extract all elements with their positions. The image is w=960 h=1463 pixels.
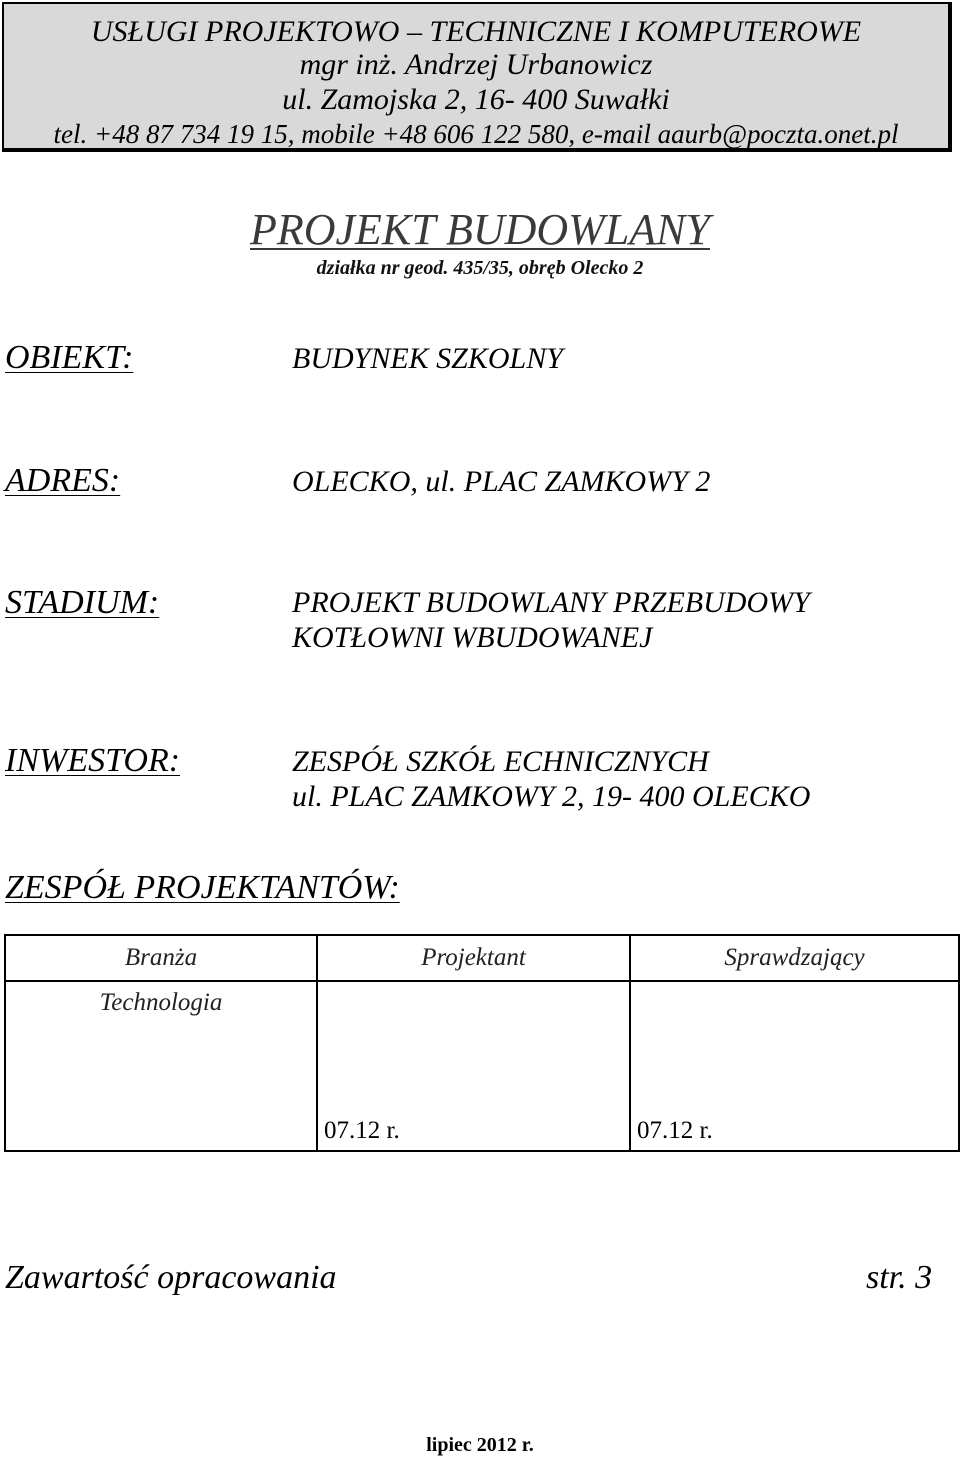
company-contact: tel. +48 87 734 19 15, mobile +48 606 122 580, e-mail aaurb@poczta.onet.pl <box>53 119 899 149</box>
table-header-row <box>5 935 959 981</box>
document-subtitle: działka nr geod. 435/35, obręb Olecko 2 <box>316 257 644 279</box>
checker-date: 07.12 r. <box>637 1117 713 1144</box>
investor-value-line-2: ul. PLAC ZAMKOWY 2, 19- 400 OLECKO <box>292 780 811 813</box>
branch-cell <box>5 981 317 1151</box>
contents-label: Zawartość opracowania <box>5 1259 337 1296</box>
column-header-designer: Projektant <box>317 935 630 981</box>
stage-value-line-1: PROJEKT BUDOWLANY PRZEBUDOWY <box>292 586 810 619</box>
object-value: BUDYNEK SZKOLNY <box>292 342 563 375</box>
designer-date: 07.12 r. <box>324 1117 400 1144</box>
team-heading: ZESPÓŁ PROJEKTANTÓW: <box>5 869 400 906</box>
investor-value-line-1: ZESPÓŁ SZKÓŁ ECHNICZNYCH <box>292 745 709 778</box>
column-header-branch: Branża <box>5 935 317 981</box>
document-title: PROJEKT BUDOWLANY <box>250 205 710 254</box>
branch-value: Technologia <box>99 989 223 1016</box>
footer-date: lipiec 2012 r. <box>426 1434 534 1456</box>
company-address: ul. Zamojska 2, 16- 400 Suwałki <box>282 83 670 116</box>
stage-label: STADIUM: <box>5 584 160 621</box>
engineer-name: mgr inż. Andrzej Urbanowicz <box>299 48 653 81</box>
header-box <box>2 2 952 152</box>
address-value: OLECKO, ul. PLAC ZAMKOWY 2 <box>292 465 711 498</box>
column-header-checker: Sprawdzający <box>630 935 959 981</box>
table-row <box>5 981 959 1151</box>
designer-cell <box>317 981 630 1151</box>
team-table <box>4 934 960 1152</box>
object-label: OBIEKT: <box>5 339 134 376</box>
page-number: str. 3 <box>866 1259 933 1296</box>
company-name: USŁUGI PROJEKTOWO – TECHNICZNE I KOMPUTEROWE <box>90 15 862 48</box>
address-label: ADRES: <box>5 462 121 499</box>
checker-cell <box>630 981 959 1151</box>
stage-value-line-2: KOTŁOWNI WBUDOWANEJ <box>292 621 653 654</box>
investor-label: INWESTOR: <box>5 742 181 779</box>
